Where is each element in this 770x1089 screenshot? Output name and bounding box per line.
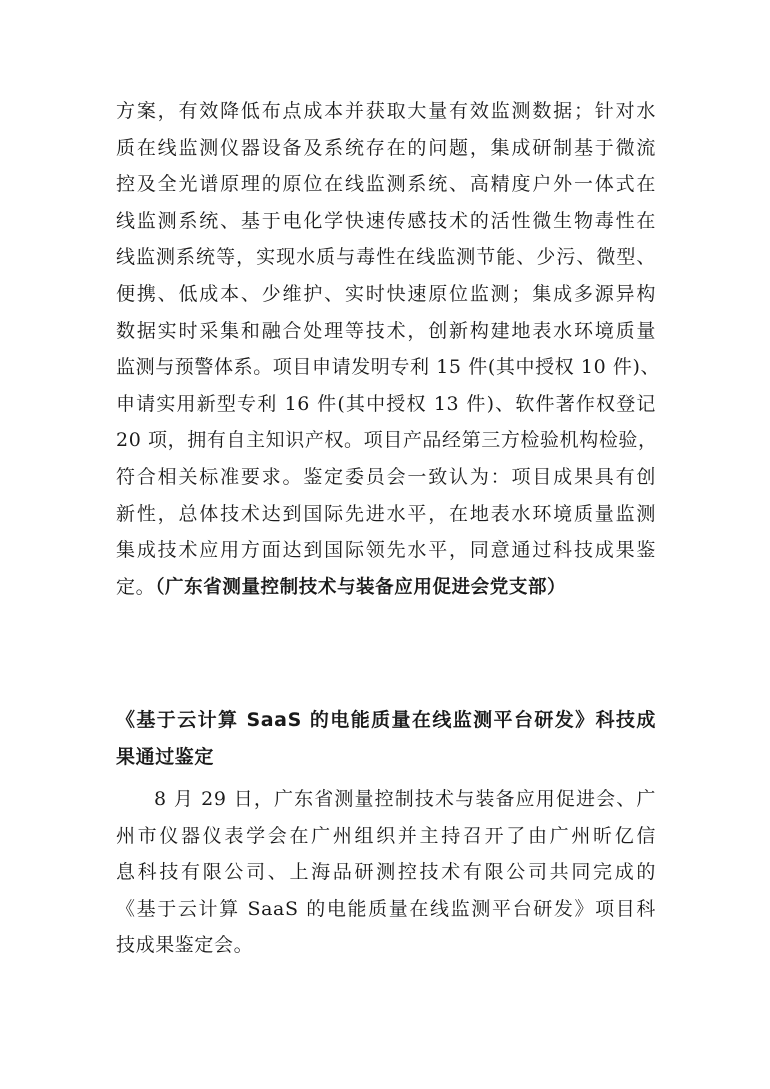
text-line: 州市仪器仪表学会在广州组织并主持召开了由广州昕亿信 [116, 824, 656, 847]
heading-line: 果通过鉴定 [116, 746, 215, 768]
text-line: 控及全光谱原理的原位在线监测系统、高精度户外一体式在 [116, 173, 656, 196]
text-line: 便携、低成本、少维护、实时快速原位监测；集成多源异构 [116, 282, 656, 305]
text-line-last [116, 569, 656, 606]
text-line: 新性，总体技术达到国际先进水平，在地表水环境质量监测 [116, 502, 656, 525]
source-attribution: （广东省测量控制技术与装备应用促进会党支部） [155, 576, 567, 598]
heading-line: 《基于云计算 SaaS 的电能质量在线监测平台研发》科技成 [116, 709, 656, 731]
paragraph-water-monitoring [116, 93, 661, 605]
text-line: 质在线监测仪器设备及系统存在的问题，集成研制基于微流 [116, 136, 656, 159]
text-line: 线监测系统、基于电化学快速传感技术的活性微生物毒性在 [116, 209, 656, 232]
text-line: 20 项，拥有自主知识产权。项目产品经第三方检验机构检验， [116, 429, 658, 452]
text-line-ending: 定。 [116, 575, 156, 598]
text-line: 监测与预警体系。项目申请发明专利 15 件(其中授权 10 件)、 [116, 356, 661, 379]
text-line: 集成技术应用方面达到国际领先水平，同意通过科技成果鉴 [116, 539, 656, 562]
paragraph-appraisal-meeting [116, 781, 656, 964]
text-line: 方案，有效降低布点成本并获取大量有效监测数据；针对水 [116, 100, 656, 122]
text-line: 8 月 29 日，广东省测量控制技术与装备应用促进会、广 [154, 788, 656, 810]
text-line: 符合相关标准要求。鉴定委员会一致认为：项目成果具有创 [116, 465, 656, 488]
text-line: 数据实时采集和融合处理等技术，创新构建地表水环境质量 [116, 319, 656, 342]
text-line: 申请实用新型专利 16 件(其中授权 13 件)、软件著作权登记 [116, 392, 656, 415]
text-line: 线监测系统等，实现水质与毒性在线监测节能、少污、微型、 [116, 246, 656, 269]
text-line: 息科技有限公司、上海品研测控技术有限公司共同完成的 [116, 861, 656, 884]
text-line: 《基于云计算 SaaS 的电能质量在线监测平台研发》项目科 [116, 897, 656, 920]
article-heading [116, 702, 656, 776]
text-line: 技成果鉴定会。 [116, 934, 254, 957]
